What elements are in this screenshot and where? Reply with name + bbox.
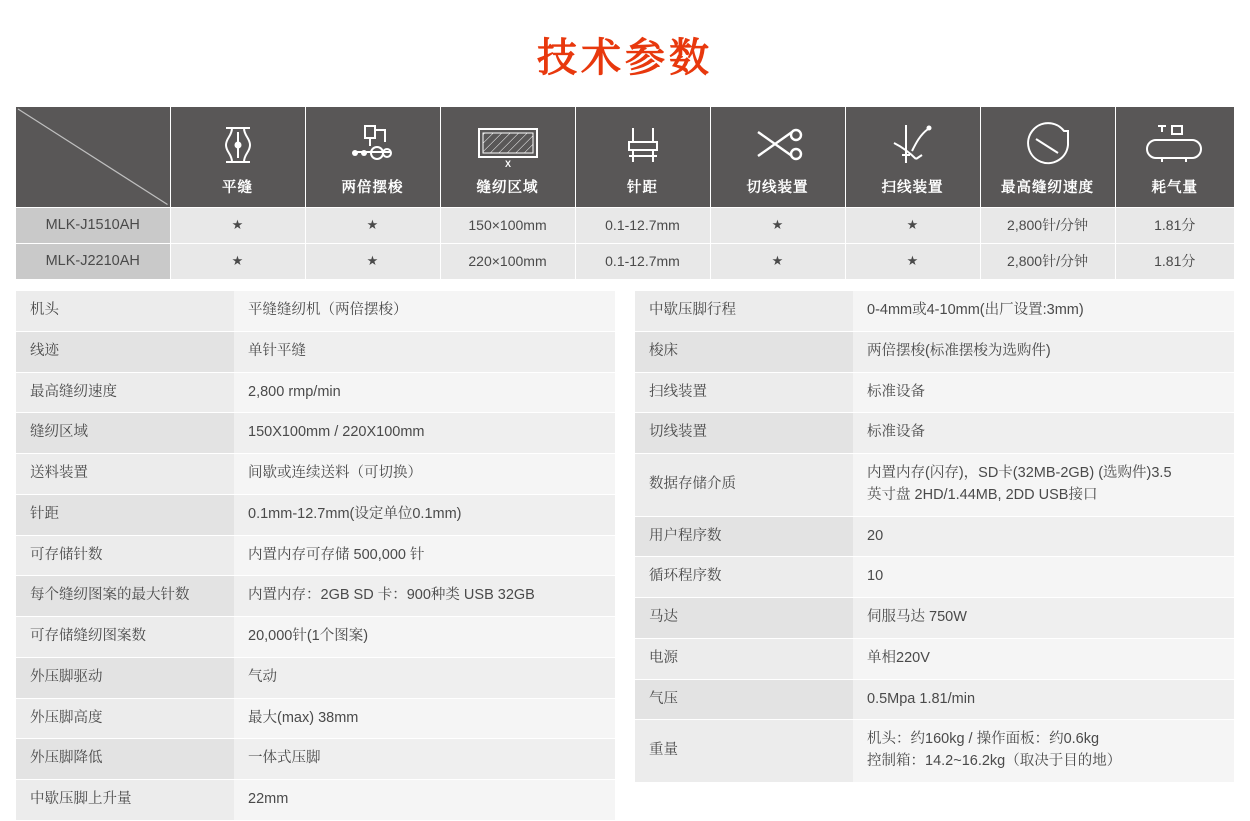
spec-key: 缝纫区域 [16,413,234,454]
matrix-col-thread-trimmer [710,107,845,207]
spec-value: 22mm [234,780,615,821]
matrix-col-label: 缝纫区域 [476,179,539,196]
table-row [16,243,1234,279]
spec-key: 用户程序数 [635,516,853,557]
spec-key: 梭床 [635,331,853,372]
spec-key: 马达 [635,598,853,639]
spec-value: 2,800 rmp/min [234,372,615,413]
table-row [16,494,615,535]
spec-value: 单针平缝 [234,331,615,372]
matrix-col-stitch-pitch [575,107,710,207]
spec-value: 气动 [234,657,615,698]
matrix-cell: ★ [305,207,440,243]
spec-value-multiline [853,720,1234,783]
spec-key: 可存储缝纫图案数 [16,617,234,658]
spec-key: 中歇压脚行程 [635,291,853,331]
matrix-col-label: 最高缝纫速度 [1001,179,1094,196]
table-row [635,679,1234,720]
spec-value: 单相220V [853,638,1234,679]
table-row [16,657,615,698]
spec-value: 内置内存可存储 500,000 针 [234,535,615,576]
spec-value-line: 控制箱：14.2~16.2kg（取决于目的地） [867,753,1122,769]
matrix-col-label: 切线装置 [746,179,809,196]
matrix-col-double-hook [305,107,440,207]
table-row [635,557,1234,598]
table-row [635,454,1234,517]
table-row [16,454,615,495]
scissors-icon [711,114,845,176]
matrix-cell: 2,800针/分钟 [980,243,1115,279]
spec-key: 外压脚降低 [16,739,234,780]
matrix-col-label: 平缝 [222,179,253,196]
table-row [16,535,615,576]
spec-value-multiline [853,454,1234,517]
table-row [16,413,615,454]
spec-key: 外压脚驱动 [16,657,234,698]
double-hook-icon [306,114,440,176]
spec-key: 中歇压脚上升量 [16,780,234,821]
table-row [16,576,615,617]
svg-text:X: X [504,158,511,169]
flat-seam-icon [171,114,305,176]
sewing-area-icon [441,114,575,176]
spec-key: 切线装置 [635,413,853,454]
right-spec-table [635,291,1234,783]
spec-key: 外压脚高度 [16,698,234,739]
spec-key: 送料装置 [16,454,234,495]
table-row [16,617,615,658]
spec-key: 数据存储介质 [635,454,853,517]
spec-key: 重量 [635,720,853,783]
spec-matrix-table [16,107,1234,279]
table-row [635,638,1234,679]
spec-value: 0.5Mpa 1.81/min [853,679,1234,720]
matrix-col-label: 耗气量 [1151,179,1198,196]
spec-key: 循环程序数 [635,557,853,598]
table-row [16,291,615,331]
spec-value: 间歇或连续送料（可切换） [234,454,615,495]
spec-value-line: 内置内存(闪存)，SD卡(32MB-2GB) (选购件)3.5 [867,465,1172,481]
matrix-cell: 150×100mm [440,207,575,243]
spec-key: 可存储针数 [16,535,234,576]
matrix-col-label: 两倍摆梭 [341,179,404,196]
page-title: 技术参数 [537,36,713,80]
spec-value: 标准设备 [853,413,1234,454]
spec-key: 最高缝纫速度 [16,372,234,413]
matrix-cell: 2,800针/分钟 [980,207,1115,243]
table-row [16,698,615,739]
spec-value: 150X100mm / 220X100mm [234,413,615,454]
spec-key: 电源 [635,638,853,679]
right-detail-column [635,291,1234,821]
matrix-header-row [16,107,1234,207]
table-row [16,331,615,372]
matrix-col-sewing-area [440,107,575,207]
spec-key: 针距 [16,494,234,535]
matrix-cell: ★ [170,243,305,279]
table-row [635,291,1234,331]
spec-value: 最大(max) 38mm [234,698,615,739]
table-row [16,372,615,413]
spec-value: 一体式压脚 [234,739,615,780]
matrix-cell: 0.1-12.7mm [575,207,710,243]
matrix-cell: ★ [170,207,305,243]
model-label: MLK-J2210AH [16,243,170,279]
table-row [635,516,1234,557]
table-row [16,739,615,780]
detail-tables [0,279,1250,821]
table-row [635,413,1234,454]
matrix-col-label: 针距 [627,179,658,196]
matrix-col-label: 扫线装置 [881,179,944,196]
spec-value: 0.1mm-12.7mm(设定单位0.1mm) [234,494,615,535]
model-label: MLK-J1510AH [16,207,170,243]
table-row [635,720,1234,783]
spec-key: 线迹 [16,331,234,372]
spec-value: 平缝缝纫机（两倍摆梭） [234,291,615,331]
table-row [635,598,1234,639]
spec-key: 每个缝纫图案的最大针数 [16,576,234,617]
table-row [16,780,615,821]
matrix-cell: 220×100mm [440,243,575,279]
spec-value: 伺服马达 750W [853,598,1234,639]
matrix-col-flat-seam [170,107,305,207]
matrix-cell: 1.81分 [1115,207,1234,243]
matrix-cell: ★ [710,243,845,279]
max-speed-gauge-icon [981,114,1115,176]
spec-value-line: 机头：约160kg / 操作面板：约0.6kg [867,731,1100,748]
matrix-col-air-consumption [1115,107,1234,207]
matrix-col-max-speed [980,107,1115,207]
matrix-cell: 1.81分 [1115,243,1234,279]
spec-key: 机头 [16,291,234,331]
spec-value-line: 英寸盘 2HD/1.44MB, 2DD USB接口 [867,486,1098,503]
matrix-cell: 0.1-12.7mm [575,243,710,279]
spec-value: 标准设备 [853,372,1234,413]
table-row [635,331,1234,372]
left-spec-table [16,291,615,821]
diagonal-slash-icon [16,107,170,207]
matrix-cell: ★ [845,243,980,279]
spec-value: 20 [853,516,1234,557]
left-detail-column [16,291,615,821]
air-consumption-icon [1116,114,1235,176]
spec-value: 0-4mm或4-10mm(出厂设置:3mm) [853,291,1234,331]
spec-value: 两倍摆梭(标准摆梭为选购件) [853,331,1234,372]
matrix-cell: ★ [305,243,440,279]
spec-value: 10 [853,557,1234,598]
table-row [635,372,1234,413]
table-row [16,207,1234,243]
spec-value: 20,000针(1个图案) [234,617,615,658]
spec-key: 气压 [635,679,853,720]
matrix-col-thread-wiper [845,107,980,207]
matrix-cell: ★ [710,207,845,243]
spec-matrix-wrapper [0,107,1250,279]
spec-value: 内置内存：2GB SD 卡：900种类 USB 32GB [234,576,615,617]
spec-key: 扫线装置 [635,372,853,413]
stitch-pitch-icon [576,114,710,176]
matrix-cell: ★ [845,207,980,243]
thread-wiper-icon [846,114,980,176]
